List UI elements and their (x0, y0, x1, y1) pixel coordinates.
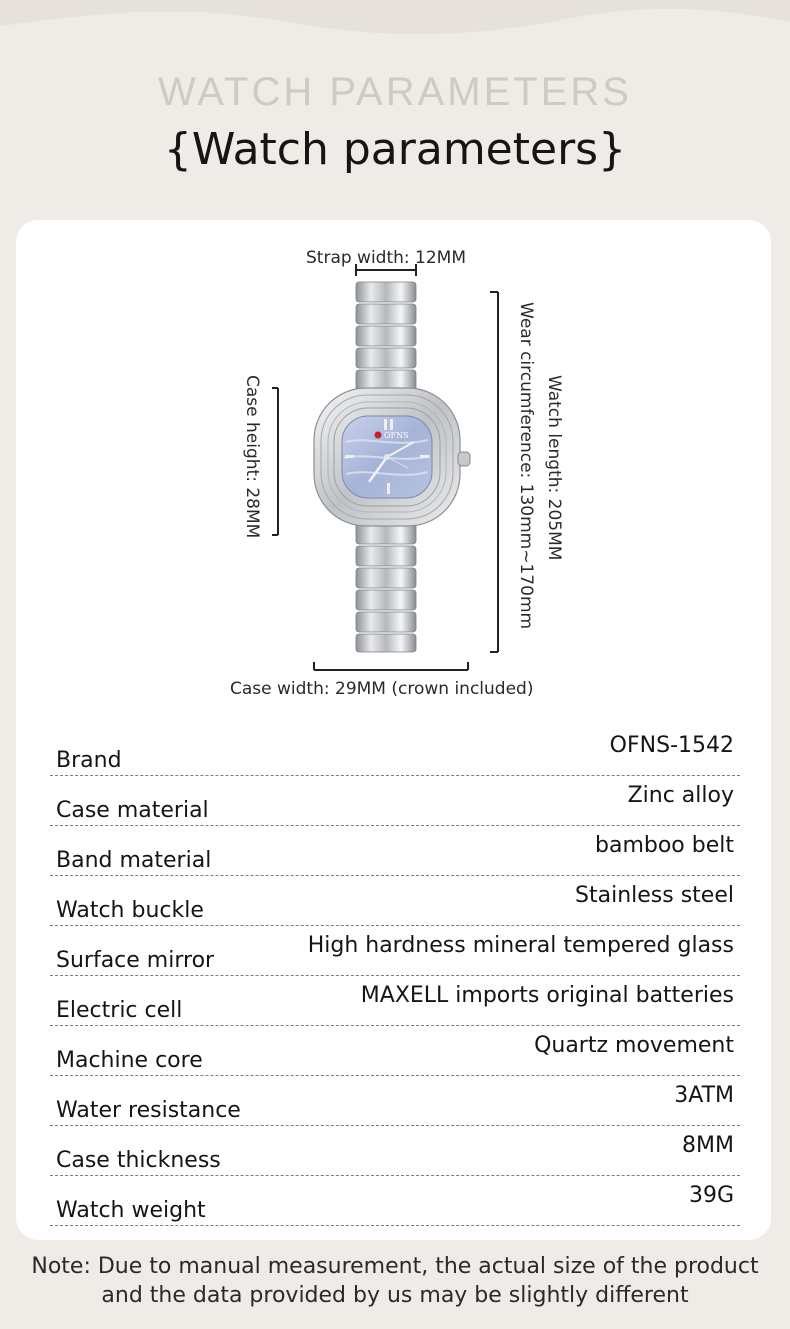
parameters-card (16, 220, 771, 1240)
spec-label: Electric cell (56, 998, 183, 1023)
spec-label: Case thickness (56, 1148, 221, 1173)
spec-value: Zinc alloy (627, 783, 734, 808)
spec-label: Watch buckle (56, 898, 204, 923)
spec-row-water-resistance (50, 1077, 740, 1126)
lower-strap (356, 522, 416, 652)
spec-table (50, 727, 740, 1227)
spec-value: OFNS-1542 (609, 733, 734, 758)
watch-length-label: Watch length: 205MM (544, 375, 564, 561)
spec-row-electric-cell (50, 977, 740, 1026)
case-height-label: Case height: 28MM (242, 375, 262, 539)
spec-value: 3ATM (674, 1083, 734, 1108)
spec-row-watch-weight (50, 1177, 740, 1226)
page-title: {Watch parameters} (163, 124, 627, 175)
spec-row-case-thickness (50, 1127, 740, 1176)
spec-value: bamboo belt (595, 833, 734, 858)
strap-width-label: Strap width: 12MM (306, 248, 467, 268)
spec-row-machine-core (50, 1027, 740, 1076)
watch-diagram (16, 220, 771, 710)
spec-row-brand (50, 727, 740, 776)
note-line-2: and the data provided by us may be slightly different (101, 1283, 689, 1308)
spec-value: 8MM (682, 1133, 734, 1158)
spec-row-watch-buckle (50, 877, 740, 926)
spec-label: Band material (56, 848, 212, 873)
spec-label: Brand (56, 748, 122, 773)
spec-value: MAXELL imports original batteries (360, 983, 734, 1008)
case-width-label: Case width: 29MM (crown included) (230, 679, 534, 699)
spec-label: Watch weight (56, 1198, 206, 1223)
spec-row-band-material (50, 827, 740, 876)
spec-row-surface-mirror (50, 927, 740, 976)
spec-label: Surface mirror (56, 948, 215, 973)
top-wave-decoration (0, 0, 790, 70)
spec-label: Case material (56, 798, 209, 823)
spec-value: Stainless steel (575, 883, 734, 908)
dial-logo: OFNS (384, 431, 409, 440)
spec-value: 39G (688, 1183, 734, 1208)
logo-dot (375, 432, 382, 439)
upper-strap (356, 282, 416, 392)
spec-row-case-material (50, 777, 740, 826)
watch-illustration (16, 220, 771, 710)
spec-value: High hardness mineral tempered glass (307, 933, 734, 958)
spec-value: Quartz movement (534, 1033, 734, 1058)
note-line-1: Note: Due to manual measurement, the actual size of the product (31, 1254, 759, 1279)
disclaimer-note (0, 1252, 790, 1310)
wear-circumference-label: Wear circumference: 130mm~170mm (516, 302, 536, 630)
watch-case (314, 388, 470, 526)
spec-label: Machine core (56, 1048, 203, 1073)
spec-label: Water resistance (56, 1098, 241, 1123)
background-title: WATCH PARAMETERS (158, 70, 632, 114)
